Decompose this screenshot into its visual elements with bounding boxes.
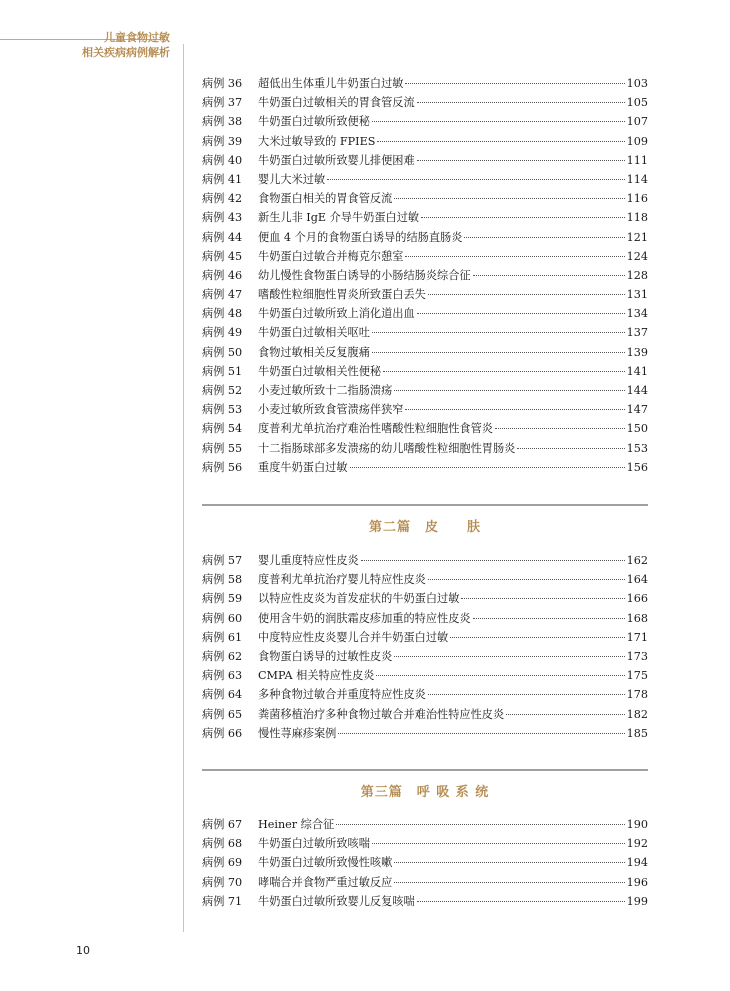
- toc-entry[interactable]: [202, 648, 648, 667]
- toc-entry[interactable]: [202, 440, 648, 459]
- toc-entry[interactable]: [202, 286, 648, 305]
- toc-entry[interactable]: [202, 835, 648, 854]
- case-number: 病例 42: [202, 192, 243, 206]
- page-ref: 128: [626, 268, 648, 282]
- page-ref: 107: [626, 115, 648, 129]
- dot-leader: [361, 559, 625, 561]
- case-number: 病例 66: [202, 726, 243, 740]
- page-ref: 118: [626, 211, 648, 225]
- page-ref: 153: [626, 441, 648, 455]
- toc-entry[interactable]: [202, 209, 648, 228]
- toc-part1: [202, 75, 648, 478]
- case-title: 中度特应性皮炎婴儿合并牛奶蛋白过敏: [258, 630, 449, 644]
- case-title: 多种食物过敏合并重度特应性皮炎: [258, 688, 426, 702]
- case-title: 婴儿大米过敏: [258, 172, 326, 186]
- page-ref: 168: [626, 611, 648, 625]
- page-ref: 164: [626, 573, 648, 587]
- dot-leader: [377, 140, 624, 142]
- toc-entry[interactable]: [202, 152, 648, 171]
- dot-leader: [405, 408, 624, 410]
- case-number: 病例 41: [202, 172, 243, 186]
- case-title: 牛奶蛋白过敏相关的胃食管反流: [258, 96, 415, 110]
- page-ref: 190: [626, 818, 648, 831]
- case-title: 十二指肠球部多发溃疡的幼儿嗜酸性粒细胞性胃肠炎: [258, 441, 516, 455]
- case-title: 食物蛋白诱导的过敏性皮炎: [258, 649, 393, 663]
- toc-part3: [202, 816, 648, 912]
- dot-leader: [394, 655, 624, 657]
- dot-leader: [495, 427, 625, 429]
- page-ref: 139: [626, 345, 648, 359]
- case-title: 牛奶蛋白过敏所致婴儿反复咳喘: [258, 894, 415, 908]
- page-ref: 196: [626, 875, 648, 889]
- section-heading: 第二篇 皮 肤: [368, 520, 481, 535]
- case-title: 幼儿慢性食物蛋白诱导的小肠结肠炎综合征: [258, 268, 471, 282]
- dot-leader: [394, 881, 624, 883]
- toc-entry[interactable]: [202, 874, 648, 893]
- toc-entry[interactable]: [202, 363, 648, 382]
- toc-entry[interactable]: [202, 344, 648, 363]
- dot-leader: [372, 842, 625, 844]
- case-title: 度普利尤单抗治疗婴儿特应性皮炎: [258, 573, 426, 587]
- case-number: 病例 61: [202, 630, 243, 644]
- case-title: 新生儿非 IgE 介导牛奶蛋白过敏: [258, 211, 420, 225]
- toc-entry[interactable]: [202, 248, 648, 267]
- page-ref: 178: [626, 688, 648, 702]
- case-number: 病例 69: [202, 856, 243, 870]
- case-title: 哮喘合并食物严重过敏反应: [258, 875, 393, 889]
- toc-part2: [202, 552, 648, 744]
- page-ref: 175: [626, 669, 648, 683]
- dot-leader: [428, 578, 625, 580]
- case-title: 婴儿重度特应性皮炎: [258, 554, 359, 567]
- case-title: 慢性荨麻疹案例: [258, 726, 337, 740]
- case-number: 病例 68: [202, 837, 243, 851]
- book-title-line1: 儿童食物过敏: [104, 31, 170, 44]
- case-title: 以特应性皮炎为首发症状的牛奶蛋白过敏: [258, 592, 460, 606]
- case-number: 病例 39: [202, 134, 243, 148]
- toc-entry[interactable]: [202, 171, 648, 190]
- page-ref: 111: [626, 153, 648, 167]
- dot-leader: [376, 674, 624, 676]
- toc-entry[interactable]: [202, 459, 648, 478]
- toc-entry[interactable]: [202, 816, 648, 835]
- toc-entry[interactable]: [202, 113, 648, 132]
- dot-leader: [394, 861, 624, 863]
- toc-entry[interactable]: [202, 75, 648, 94]
- case-number: 病例 46: [202, 268, 243, 282]
- case-number: 病例 40: [202, 153, 243, 167]
- page-ref: 150: [626, 422, 648, 436]
- page-ref: 116: [626, 192, 648, 206]
- page-ref: 141: [626, 364, 648, 378]
- page-ref: 171: [626, 630, 648, 644]
- page-ref: 105: [626, 96, 648, 110]
- dot-leader: [383, 370, 625, 372]
- dot-leader: [327, 178, 625, 180]
- toc-entry[interactable]: [202, 190, 648, 209]
- running-header: [82, 30, 170, 60]
- section-part2: [202, 504, 648, 535]
- page-ref: 103: [626, 77, 648, 90]
- dot-leader: [417, 312, 625, 314]
- page-ref: 124: [626, 249, 648, 263]
- case-number: 病例 50: [202, 345, 243, 359]
- dot-leader: [372, 351, 625, 353]
- case-number: 病例 63: [202, 669, 243, 683]
- page-ref: 131: [626, 288, 648, 302]
- case-number: 病例 45: [202, 249, 243, 263]
- case-title: 牛奶蛋白过敏合并梅克尔憩室: [258, 249, 404, 263]
- page-ref: 114: [626, 172, 648, 186]
- page-number: 10: [76, 944, 90, 957]
- dot-leader: [428, 693, 625, 695]
- dot-leader: [517, 447, 624, 449]
- case-title: 食物蛋白相关的胃食管反流: [258, 192, 393, 206]
- page-ref: 144: [626, 384, 648, 397]
- toc-entry[interactable]: [202, 94, 648, 113]
- section-part3: [202, 769, 648, 800]
- case-number: 病例 47: [202, 288, 243, 302]
- case-title: 度普利尤单抗治疗难治性嗜酸性粒细胞性食管炎: [258, 422, 493, 436]
- case-title: 小麦过敏所致十二指肠溃疡: [258, 384, 393, 397]
- case-title: 小麦过敏所致食管溃疡伴狭窄: [258, 403, 404, 417]
- case-number: 病例 48: [202, 307, 243, 321]
- case-title: 食物过敏相关反复腹痛: [258, 345, 370, 359]
- toc-entry[interactable]: [202, 382, 648, 401]
- dot-leader: [372, 331, 625, 333]
- dot-leader: [338, 732, 624, 734]
- case-number: 病例 55: [202, 441, 243, 455]
- dot-leader: [421, 216, 625, 218]
- case-number: 病例 60: [202, 611, 243, 625]
- case-title: 重度牛奶蛋白过敏: [258, 460, 348, 474]
- page-ref: 109: [626, 134, 648, 148]
- dot-leader: [461, 597, 624, 599]
- page-ref: 192: [626, 837, 648, 851]
- case-title: 牛奶蛋白过敏所致慢性咳嗽: [258, 856, 393, 870]
- toc-entry[interactable]: [202, 854, 648, 873]
- toc-entry[interactable]: [202, 324, 648, 343]
- case-number: 病例 59: [202, 592, 243, 606]
- dot-leader: [428, 293, 625, 295]
- margin-rule: [183, 44, 184, 932]
- toc-entry[interactable]: [202, 133, 648, 152]
- page-ref: 162: [626, 554, 648, 567]
- dot-leader: [417, 159, 625, 161]
- case-number: 病例 43: [202, 211, 243, 225]
- case-number: 病例 70: [202, 875, 243, 889]
- book-title-line2: 相关疾病病例解析: [82, 46, 170, 59]
- case-title: 大米过敏导致的 FPIES: [258, 134, 376, 148]
- dot-leader: [350, 466, 625, 468]
- page-ref: 185: [626, 726, 648, 740]
- case-title: 嗜酸性粒细胞性胃炎所致蛋白丢失: [258, 288, 426, 302]
- dot-leader: [372, 120, 625, 122]
- case-number: 病例 36: [202, 77, 243, 90]
- dot-leader: [336, 823, 624, 825]
- case-number: 病例 65: [202, 707, 243, 721]
- toc-entry[interactable]: [202, 267, 648, 286]
- toc-entry[interactable]: [202, 305, 648, 324]
- dot-leader: [473, 274, 625, 276]
- case-title: 牛奶蛋白过敏相关呕吐: [258, 326, 370, 340]
- toc-entry[interactable]: [202, 629, 648, 648]
- case-number: 病例 58: [202, 573, 243, 587]
- dot-leader: [394, 389, 624, 391]
- case-title: 使用含牛奶的润肤霜皮疹加重的特应性皮炎: [258, 611, 471, 625]
- toc-entry[interactable]: [202, 229, 648, 248]
- case-number: 病例 71: [202, 894, 243, 908]
- dot-leader: [394, 197, 624, 199]
- dot-leader: [405, 255, 624, 257]
- case-title: 便血 4 个月的食物蛋白诱导的结肠直肠炎: [258, 230, 463, 244]
- case-title: 牛奶蛋白过敏所致咳喘: [258, 837, 370, 851]
- dot-leader: [464, 236, 624, 238]
- case-number: 病例 44: [202, 230, 243, 244]
- toc-entry[interactable]: [202, 552, 648, 571]
- page-ref: 166: [626, 592, 648, 606]
- dot-leader: [450, 636, 624, 638]
- case-number: 病例 51: [202, 364, 243, 378]
- toc-entry[interactable]: [202, 420, 648, 439]
- case-number: 病例 54: [202, 422, 243, 436]
- case-title: CMPA 相关特应性皮炎: [258, 669, 375, 683]
- toc-entry[interactable]: [202, 725, 648, 744]
- page-ref: 137: [626, 326, 648, 340]
- toc-entry[interactable]: [202, 686, 648, 705]
- page-ref: 194: [626, 856, 648, 870]
- toc-entry[interactable]: [202, 893, 648, 912]
- page-ref: 182: [626, 707, 648, 721]
- case-title: 牛奶蛋白过敏相关性便秘: [258, 364, 382, 378]
- page-ref: 147: [626, 403, 648, 417]
- case-number: 病例 62: [202, 649, 243, 663]
- case-title: Heiner 综合征: [258, 818, 335, 831]
- dot-leader: [405, 82, 624, 84]
- page-ref: 199: [626, 894, 648, 908]
- case-title: 粪菌移植治疗多种食物过敏合并难治性特应性皮炎: [258, 707, 505, 721]
- page-ref: 121: [626, 230, 648, 244]
- case-number: 病例 49: [202, 326, 243, 340]
- case-title: 牛奶蛋白过敏所致便秘: [258, 115, 370, 129]
- toc-entry[interactable]: [202, 590, 648, 609]
- case-number: 病例 53: [202, 403, 243, 417]
- case-number: 病例 67: [202, 818, 243, 831]
- page-ref: 173: [626, 649, 648, 663]
- case-number: 病例 64: [202, 688, 243, 702]
- case-title: 超低出生体重儿牛奶蛋白过敏: [258, 77, 404, 90]
- toc-list: [202, 816, 648, 912]
- toc-entry[interactable]: [202, 401, 648, 420]
- dot-leader: [506, 713, 625, 715]
- case-number: 病例 56: [202, 460, 243, 474]
- case-number: 病例 52: [202, 384, 243, 397]
- dot-leader: [473, 617, 625, 619]
- toc-entry[interactable]: [202, 667, 648, 686]
- section-heading: 第三篇 呼 吸 系 统: [360, 785, 490, 800]
- case-number: 病例 57: [202, 554, 243, 567]
- toc-list: [202, 552, 648, 744]
- case-title: 牛奶蛋白过敏所致婴儿排便困难: [258, 153, 415, 167]
- page-ref: 134: [626, 307, 648, 321]
- case-title: 牛奶蛋白过敏所致上消化道出血: [258, 307, 415, 321]
- case-number: 病例 38: [202, 115, 243, 129]
- dot-leader: [417, 900, 625, 902]
- dot-leader: [417, 101, 625, 103]
- toc-entry[interactable]: [202, 610, 648, 629]
- toc-entry[interactable]: [202, 571, 648, 590]
- toc-entry[interactable]: [202, 706, 648, 725]
- case-number: 病例 37: [202, 96, 243, 110]
- page-ref: 156: [626, 460, 648, 474]
- toc-list: [202, 75, 648, 478]
